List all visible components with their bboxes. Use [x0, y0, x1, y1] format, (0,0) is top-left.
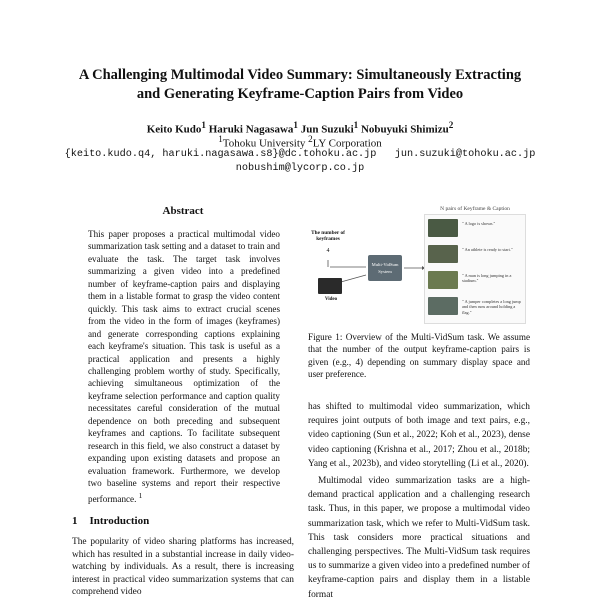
- figure-1-caption: Figure 1: Overview of the Multi-VidSum task. We assume that the number of the output keyframe-caption pairs is given (e.g., 4) depending on summary display space and user preference.: [308, 332, 530, 380]
- keyframe-caption: " A logo is shown.": [462, 221, 496, 226]
- affil-mark: 2: [308, 134, 313, 144]
- pairs-title: N pairs of Keyframe & Caption: [440, 206, 510, 212]
- pairs-output: [424, 214, 526, 324]
- author-name: Nobuyuki Shimizu: [360, 123, 449, 136]
- right-column-text: [308, 400, 530, 602]
- email-suzuki[interactable]: jun.suzuki@tohoku.ac.jp: [394, 149, 536, 160]
- keyframe-caption: " An athlete is ready to start.": [462, 247, 513, 252]
- affil-name: LY Corporation: [312, 137, 382, 150]
- abstract-text: [88, 228, 280, 505]
- email-block: [40, 148, 560, 176]
- paragraph: Multimodal video summarization tasks are a high-demand practical application and a challenging research task. Thus, in this paper, we propose a multimodal video summarization task, which we refer to Multi-VidSum task. This task considers more practical situations and challenging perspectives. The Multi-VidSum task requires us to summarize a given video into a predefined number of keyframe-caption pairs and display them in a listable format: [308, 476, 530, 600]
- email-shimizu[interactable]: nobushim@lycorp.co.jp: [235, 163, 365, 174]
- section-number: 1: [72, 515, 78, 527]
- author-affil-mark: 1: [293, 120, 298, 130]
- video-clapper-icon: [318, 278, 342, 294]
- author-name: Keito Kudo: [146, 123, 202, 136]
- paragraph: has shifted to multimodal video summarization, which requires joint outputs of both image and text pairs, e.g., video captioning (Sun et al., 2022; Koh et al., 2023), dense video captioning (Krishna et al., 2017; Zhou et al., 2018b; Yang et al., 2023b), and video storytelling (Li et al., 2020).: [308, 402, 530, 469]
- footnote-mark[interactable]: 1: [138, 490, 143, 500]
- email-group-tohoku[interactable]: {keito.kudo.q4, haruki.nagasawa.s8}@dc.tohoku.ac.jp: [64, 149, 377, 160]
- figure-1: [306, 205, 532, 323]
- affil-name: Tohoku University: [222, 137, 306, 150]
- abstract-heading: Abstract: [162, 205, 204, 217]
- paper-title: [40, 66, 560, 104]
- author-name: Haruki Nagasawa: [208, 123, 294, 136]
- author-affil-mark: 1: [353, 120, 359, 130]
- keyframe-image: [428, 245, 458, 263]
- keyframe-caption-pair: [428, 297, 524, 319]
- title-line-2: and Generating Keyframe-Caption Pairs from Video: [136, 86, 464, 102]
- author-affil-mark: 2: [448, 120, 454, 130]
- keyframe-caption-pair: [428, 245, 524, 267]
- keyframe-image: [428, 219, 458, 237]
- keyframe-caption-pair: [428, 219, 524, 241]
- abstract-body: This paper proposes a practical multimodal video summarization task setting and a dataset to train and evaluate the task. The target task involves summarizing a given video into a predefined number of keyframe-caption pairs and displaying them in a listable format to grasp the video content quickly. This task aims to extract crucial scenes from the video in the form of images (keyframes) and generate corresponding captions explaining each keyframe's situation. This task is useful as a practical application and presents a highly challenging problem worthy of study. Specifically, achieving simultaneous optimization of the keyframe selection performance and caption quality necessitates careful consideration of the mutual dependence on both preceding and subsequent keyframes and captions. To facilitate subsequent research in this field, we also construct a dataset by expanding upon existing datasets and propose an evaluation framework. Furthermore, we develop two baseline systems and report their respective performance.: [88, 229, 280, 504]
- section-heading-introduction: [72, 515, 149, 527]
- author-name: Jun Suzuki: [300, 123, 354, 136]
- keyframe-count-value: 4: [326, 248, 330, 254]
- keyframe-image: [428, 297, 458, 315]
- keyframe-caption: " A jumper completes a long jump and then runs around holding a flag.": [462, 299, 521, 315]
- title-line-1: A Challenging Multimodal Video Summary: Simultaneously Extracting: [78, 67, 522, 83]
- introduction-text: The popularity of video sharing platforms has increased, which has resulted in a substantial increase in daily video-watching by individuals. As a result, there is increasing interest in practical video summarization systems that can comprehend video: [72, 537, 294, 598]
- multi-vidsum-system-box: Multi-VidSum System: [368, 255, 402, 281]
- keyframe-caption: " A man is long jumping in a stadium.": [462, 273, 512, 284]
- section-title: Introduction: [89, 515, 150, 527]
- keyframe-count-label: The number of keyframes: [311, 230, 345, 242]
- author-affil-mark: 1: [201, 120, 206, 130]
- keyframe-caption-pair: [428, 271, 524, 293]
- affil-mark: 1: [218, 134, 223, 144]
- video-label: Video: [324, 297, 338, 302]
- keyframe-image: [428, 271, 458, 289]
